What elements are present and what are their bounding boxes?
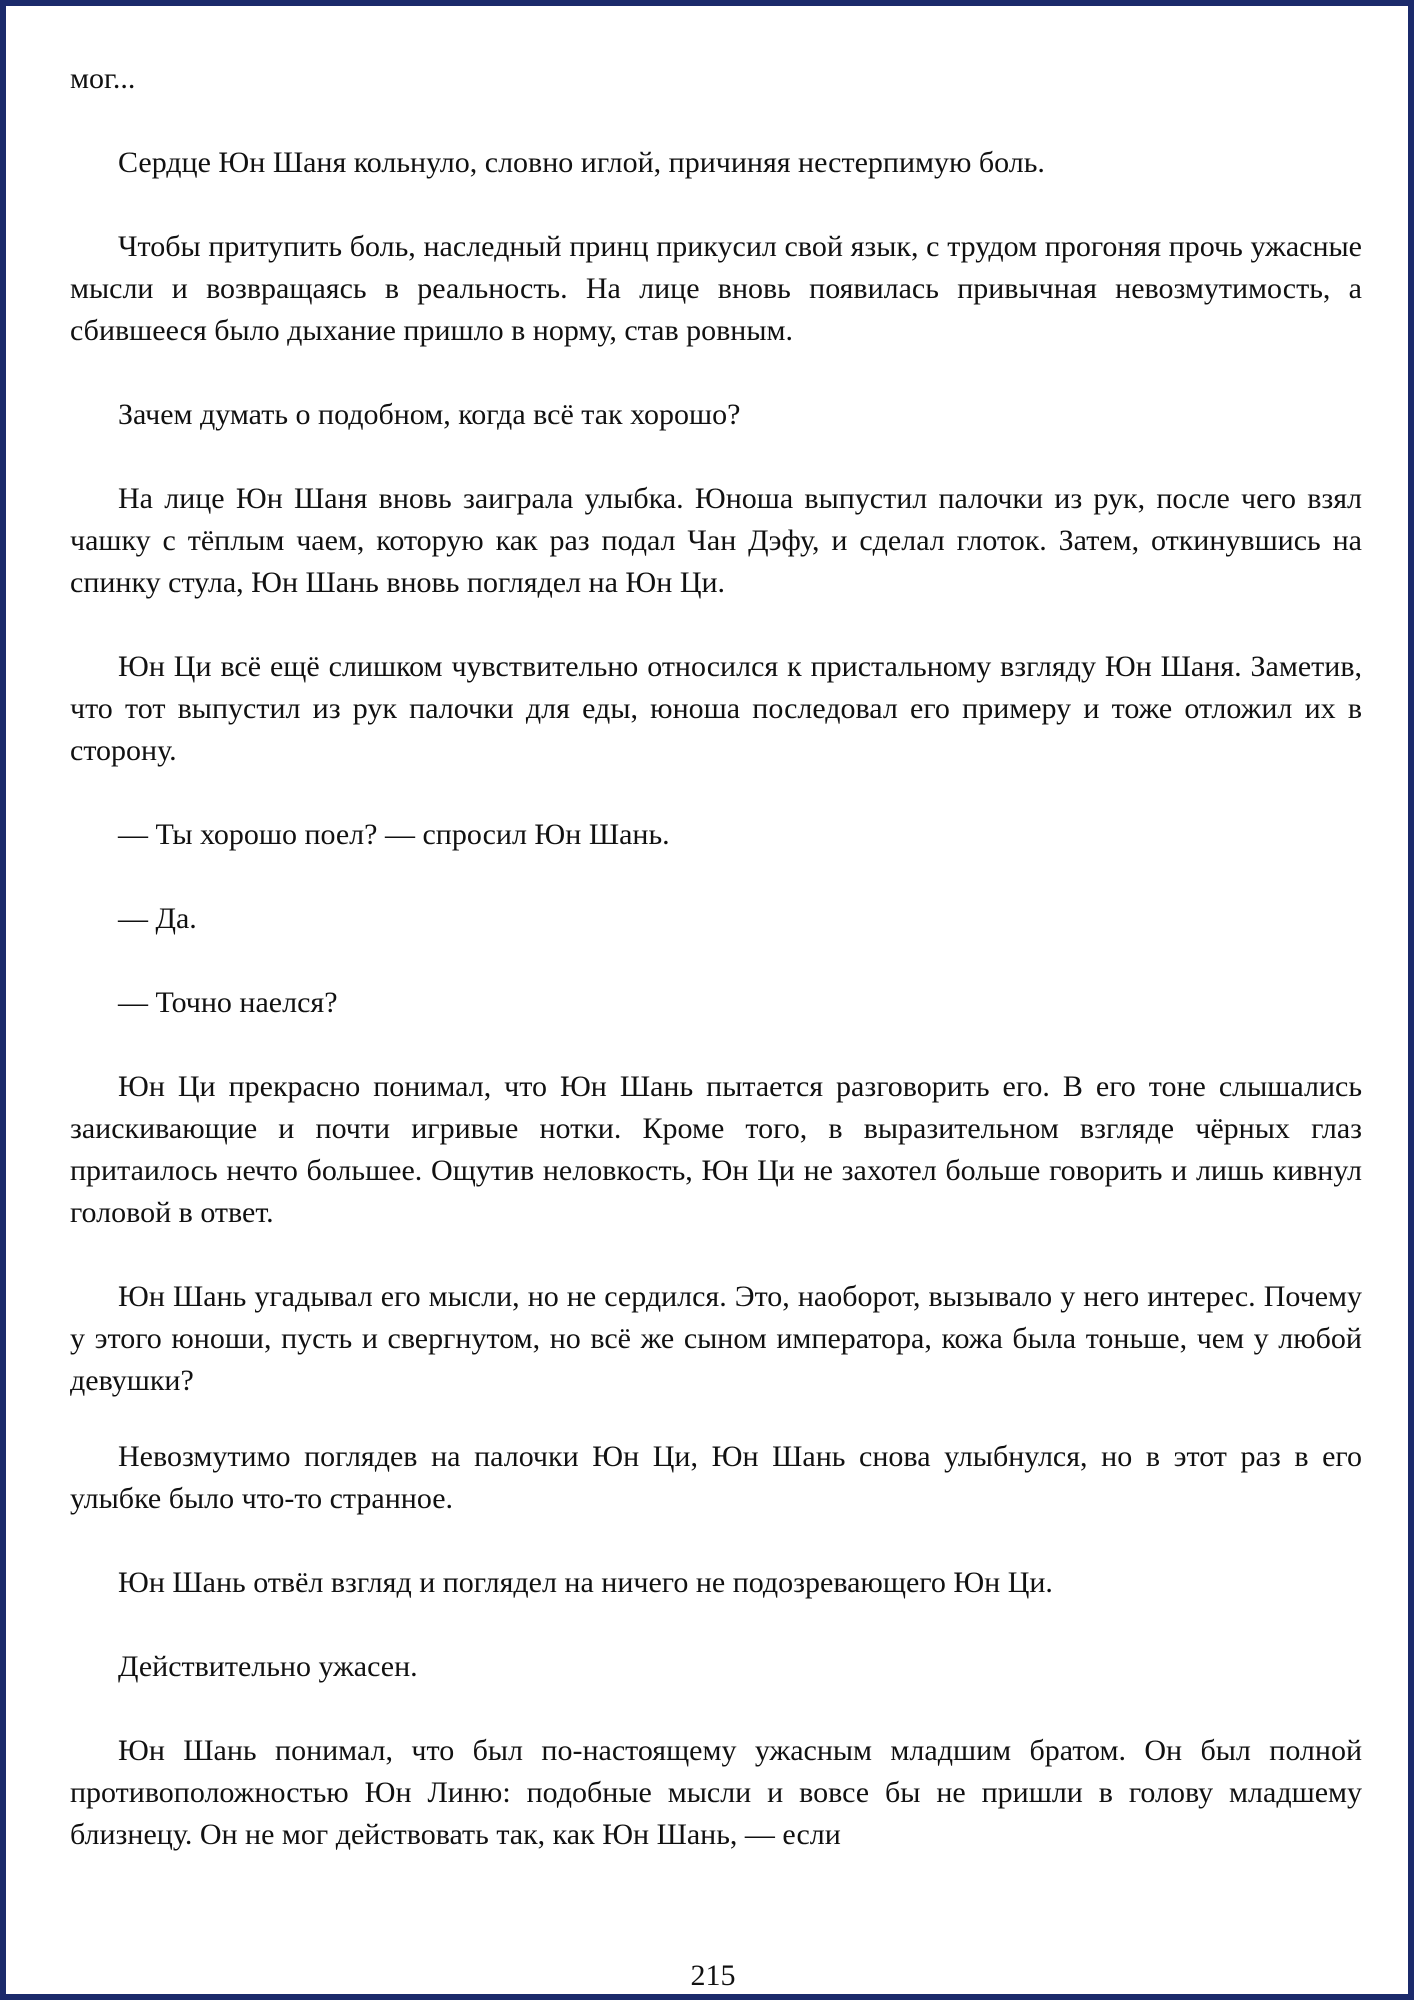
paragraph-13: Юн Шань отвёл взгляд и поглядел на ничего не подозревающего Юн Ци. — [118, 1566, 1053, 1599]
paragraph-1: мог... — [70, 62, 136, 95]
paragraph-10: Юн Ци прекрасно понимал, что Юн Шань пытается разговорить его. В его тоне слышались заискивающие и почти игривые нотки. Кроме того, в выразительном взгляде чёрных глаз притаилось нечто большее. Ощутив неловкость, Юн Ци не захотел больше говорить и лишь кивнул головой в ответ. — [70, 1070, 1362, 1229]
paragraph-7: — Ты хорошо поел? — спросил Юн Шань. — [118, 818, 670, 851]
paragraph-15: Юн Шань понимал, что был по-настоящему ужасным младшим братом. Он был полной противоположностью Юн Линю: подобные мысли и вовсе бы не пришли в голову младшему близнецу. Он не мог действовать так, как Юн Шань, — если — [70, 1734, 1362, 1851]
paragraph-6: Юн Ци всё ещё слишком чувствительно относился к пристальному взгляду Юн Шаня. Заметив, что тот выпустил из рук палочки для еды, юноша последовал его примеру и тоже отложил их в сторону. — [70, 650, 1362, 767]
page-text — [70, 58, 1362, 1898]
paragraph-12: Невозмутимо поглядев на палочки Юн Ци, Юн Шань снова улыбнулся, но в этот раз в его улыбке было что-то странное. — [70, 1440, 1362, 1515]
paragraph-2: Сердце Юн Шаня кольнуло, словно иглой, причиняя нестерпимую боль. — [118, 146, 1045, 179]
page-number: 215 — [690, 1959, 736, 1992]
paragraph-4: Зачем думать о подобном, когда всё так хорошо? — [118, 398, 741, 431]
paragraph-14: Действительно ужасен. — [118, 1650, 418, 1683]
paragraph-8: — Да. — [118, 902, 197, 935]
paragraph-5: На лице Юн Шаня вновь заиграла улыбка. Юноша выпустил палочки из рук, после чего взял чашку с тёплым чаем, которую как раз подал Чан Дэфу, и сделал глоток. Затем, откинувшись на спинку стула, Юн Шань вновь поглядел на Юн Ци. — [70, 482, 1362, 599]
paragraph-3: Чтобы притупить боль, наследный принц прикусил свой язык, с трудом прогоняя прочь ужасные мысли и возвращаясь в реальность. На лице вновь появилась привычная невозмутимость, а сбившееся было дыхание пришло в норму, став ровным. — [70, 230, 1362, 347]
paragraph-11: Юн Шань угадывал его мысли, но не сердился. Это, наоборот, вызывало у него интерес. Почему у этого юноши, пусть и свергнутом, но всё же сыном императора, кожа была тоньше, чем у любой девушки? — [70, 1280, 1362, 1397]
paragraph-9: — Точно наелся? — [118, 986, 338, 1019]
